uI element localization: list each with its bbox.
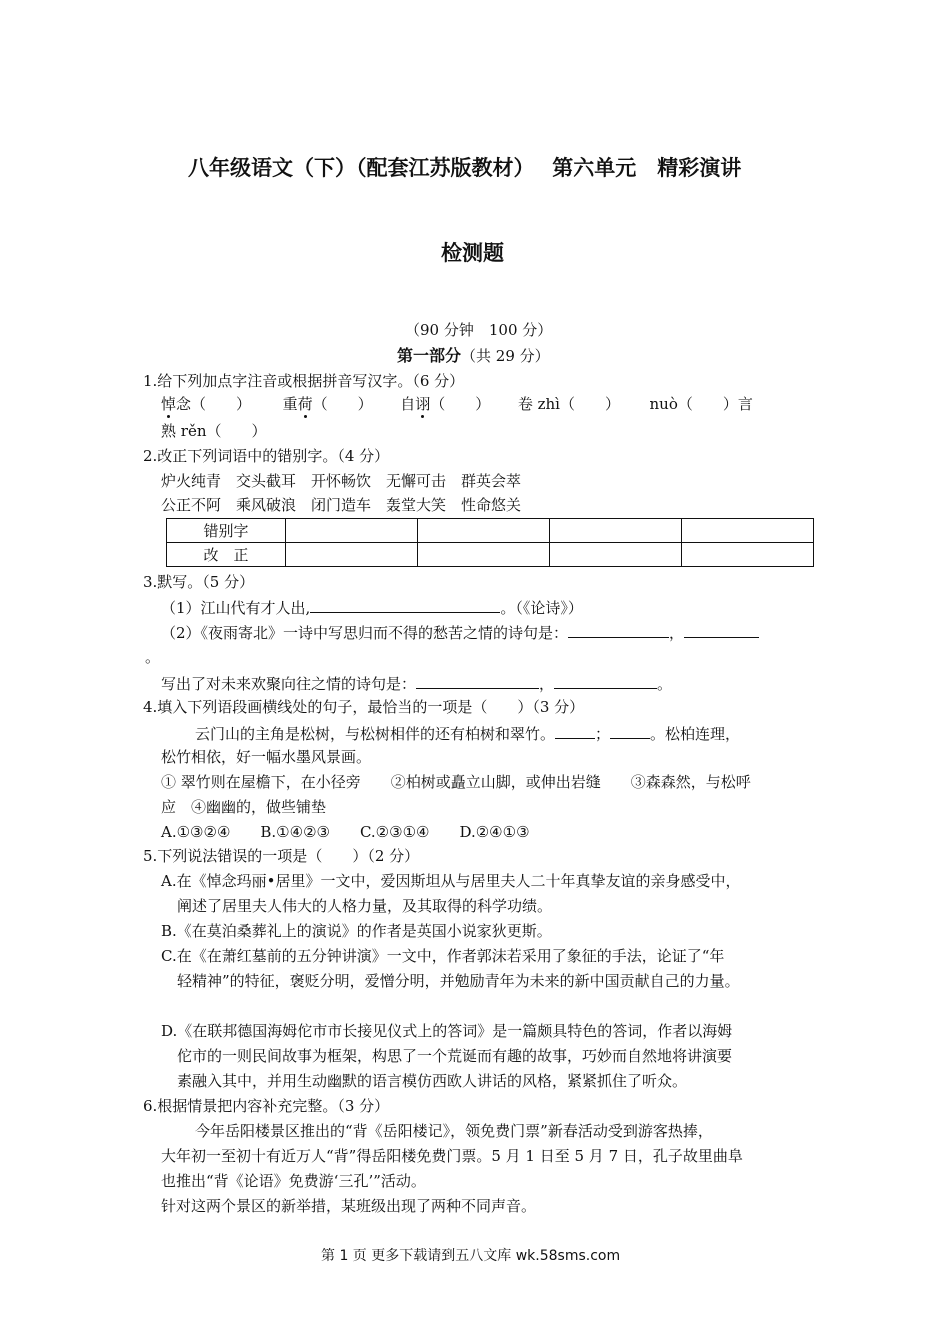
table-cell[interactable] [418,543,550,567]
q6-context-2: 大年初一至初十有近万人“背”得岳阳楼免费门票。5 月 1 日至 5 月 7 日，孔子故里曲阜 [161,1147,743,1165]
q3-s3-comma: ， [539,675,555,693]
q4-passage-2: 松竹相依，好一幅水墨风景画。 [161,748,372,766]
q1-item-1-rest: 念（ ） [176,395,252,413]
q4-passage-1 [195,723,740,744]
q4-blank-1[interactable] [555,723,595,739]
q3-blank-5[interactable] [554,673,657,689]
q1-item-4: 卷 zhì（ ） [517,395,620,413]
q1-item-3-dotted: 诩 [415,395,431,413]
q3-sentence-2-end: 。 [145,648,161,666]
q3-s3-period: 。 [657,675,673,693]
q3-blank-4[interactable] [416,673,539,689]
q3-s1-prompt: （1）江山代有才人出, [161,599,311,617]
q1-item-1 [161,395,251,413]
q5-option-d-1: D.《在联邦德国海姆佗市市长接见仪式上的答词》是一篇颇具特色的答词，作者以海姆 [161,1022,733,1040]
table-cell[interactable] [550,543,682,567]
q3-sentence-3 [161,673,672,694]
q5-option-b: B.《在莫泊桑葬礼上的演说》的作者是英国小说家狄更斯。 [161,922,552,940]
table-row [167,519,814,543]
q3-s1-source: 。（《论诗》） [500,599,583,617]
q4-options-1: ① 翠竹则在屋檐下，在小径旁 ②柏树或矗立山脚，或伸出岩缝 ③森森然，与松呼 [161,773,751,791]
q3-s2-prompt: （2）《夜雨寄北》一诗中写思归而不得的愁苦之情的诗句是： [161,624,569,642]
part1-label: 第一部分 [397,346,462,365]
part1-heading [397,346,550,366]
q1-items [161,394,753,414]
q1-item-2 [283,395,373,413]
table-header-fix: 改 正 [167,543,286,567]
table-cell[interactable] [286,519,418,543]
q4-options-2: 应 ④幽幽的，做些铺垫 [161,798,327,816]
q1-item-2-pre: 重 [282,395,298,413]
q4-stem: 4.填入下列语段画横线处的句子，最恰当的一项是（ ）（3 分） [143,698,585,716]
table-cell[interactable] [418,519,550,543]
q3-s2-comma: ， [669,624,685,642]
q3-sentence-1 [161,597,583,618]
q6-context-3: 也推出“背《论语》免费游‘三孔’”活动。 [161,1172,426,1190]
q1-item-6: 熟 rěn（ ） [161,422,267,440]
table-cell[interactable] [550,519,682,543]
q4-passage-text: 云门山的主角是松树，与松树相伴的还有柏树和翠竹。 [195,725,556,743]
q3-stem: 3.默写。（5 分） [143,573,255,591]
q1-item-3-pre: 自 [400,395,416,413]
q1-stem: 1.给下列加点字注音或根据拼音写汉字。（6 分） [143,372,465,390]
q3-blank-2[interactable] [568,622,669,638]
q5-option-c-2: 轻精神”的特征，褒贬分明，爱憎分明，并勉励青年为未来的新中国贡献自己的力量。 [177,972,740,990]
q5-stem: 5.下列说法错误的一项是（ ）（2 分） [143,847,420,865]
q5-option-c-1: C.在《在萧红墓前的五分钟讲演》一文中，作者郭沫若采用了象征的手法，论证了“年 [161,947,725,965]
table-row [167,543,814,567]
q1-item-5: nuò（ ）言 [649,395,753,413]
q4-blank-2[interactable] [610,723,650,739]
table-header-wrong: 错别字 [167,519,286,543]
q3-sentence-2 [161,622,759,643]
q1-item-2-rest: （ ） [312,395,373,413]
part1-score: （共 29 分） [461,347,550,365]
q1-item-1-dotted: 悼 [161,395,177,413]
q1-item-2-dotted: 荷 [297,395,313,413]
q1-item-3-rest: （ ） [430,395,491,413]
q4-sep: ； [595,725,611,743]
q5-option-d-2: 佗市的一则民间故事为框架，构思了一个荒诞而有趣的故事，巧妙而自然地将讲演要 [177,1047,733,1065]
page-footer: 第 1 页 更多下载请到五八文库 wk.58sms.com [321,1248,621,1264]
exam-meta: （90 分钟 100 分） [405,321,553,339]
q4-choices: A.①③②④ B.①④②③ C.②③①④ D.②④①③ [161,823,530,841]
table-cell[interactable] [286,543,418,567]
q2-correction-table [166,518,814,567]
q5-option-d-3: 素融入其中，并用生动幽默的语言模仿西欧人讲话的风格，紧紧抓住了听众。 [177,1072,688,1090]
doc-title-line1: 八年级语文（下）（配套江苏版教材） 第六单元 精彩演讲 [188,156,742,180]
q5-option-a-2: 阐述了居里夫人伟大的人格力量，及其取得的科学功绩。 [177,897,553,915]
q6-context-1: 今年岳阳楼景区推出的“背《岳阳楼记》，领免费门票”新春活动受到游客热捧， [195,1122,713,1140]
q6-context-4: 针对这两个景区的新举措，某班级出现了两种不同声音。 [161,1197,537,1215]
q1-item-3 [400,395,490,413]
q4-passage-tail: 。松柏连理， [650,725,741,743]
doc-title-line2: 检测题 [441,241,504,265]
table-cell[interactable] [682,519,814,543]
q3-blank-1[interactable] [310,597,500,613]
q2-stem: 2.改正下列词语中的错别字。（4 分） [143,447,390,465]
q2-words-line2: 公正不阿 乘风破浪 闭门造车 轰堂大笑 性命悠关 [161,496,522,514]
q2-words-line1: 炉火纯青 交头截耳 开怀畅饮 无懈可击 群英会萃 [161,472,522,490]
table-cell[interactable] [682,543,814,567]
q5-option-a-1: A.在《悼念玛丽•居里》一文中，爱因斯坦从与居里夫人二十年真挚友谊的亲身感受中， [161,872,741,890]
q3-blank-3[interactable] [684,622,759,638]
q6-stem: 6.根据情景把内容补充完整。（3 分） [143,1097,390,1115]
q3-s3-prompt: 写出了对未来欢聚向往之情的诗句是： [161,675,417,693]
